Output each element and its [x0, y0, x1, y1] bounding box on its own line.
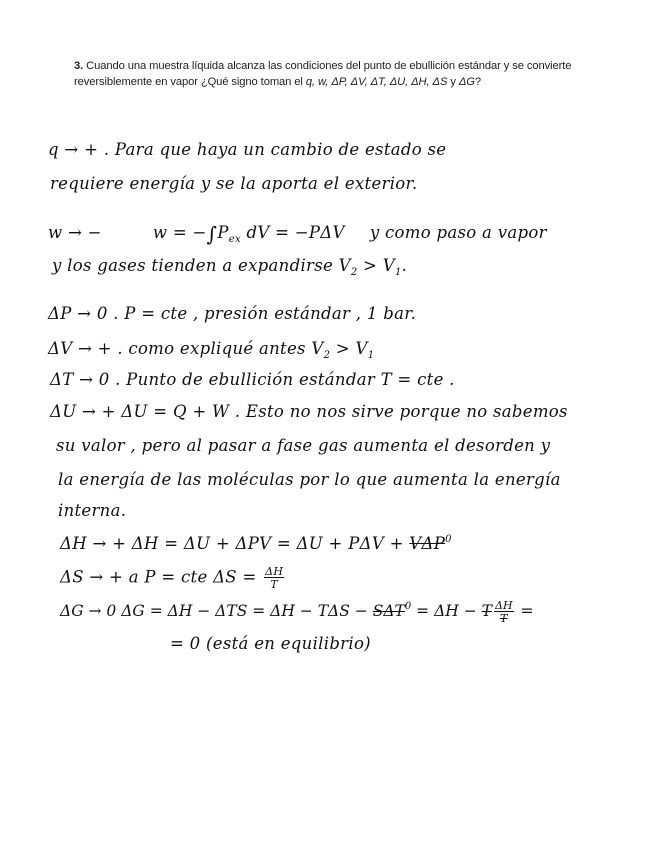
answer-w-sub2: 2: [350, 267, 358, 278]
question-number: 3.: [74, 60, 84, 72]
answer-dU-line-1: ΔU → + ΔU = Q + W . Esto no nos sirve porque no sabemos: [50, 402, 568, 421]
answer-dS-fraction: [264, 566, 284, 590]
answer-dG-text: ΔG → 0 ΔG = ΔH − ΔTS = ΔH − TΔS −: [60, 602, 373, 620]
answer-dG-line-1: [60, 600, 533, 624]
answer-dG-fraction: [494, 600, 514, 624]
answer-dV-gt: > V: [330, 339, 368, 358]
answer-dG-struck: SΔT: [372, 602, 405, 620]
answer-dH-zero: 0: [445, 534, 452, 545]
answer-w-line-1: [48, 222, 547, 246]
answer-dH-struck: VΔP: [409, 534, 446, 553]
answer-dG-rest: = ΔH −: [411, 602, 482, 620]
question-and: y: [447, 76, 459, 88]
answer-dT: ΔT → 0 . Punto de ebullición estándar T = cte .: [50, 370, 455, 389]
answer-dG-den: T: [500, 612, 508, 625]
answer-w-eq-a: w = −: [152, 223, 207, 242]
answer-dS-text: ΔS → + a P = cte ΔS =: [60, 567, 263, 587]
answer-w-sub1: 1: [394, 267, 402, 278]
answer-w-eq-sub: ex: [228, 234, 241, 245]
answer-dV-text: ΔV → + . como expliqué antes V: [48, 339, 324, 358]
question-body: Cuando una muestra líquida alcanza las condiciones del punto de ebullición estándar y se convierte reversiblemente en vapor ¿Qué signo toman el: [74, 60, 572, 88]
question-end: ?: [474, 76, 481, 88]
answer-w-tail: y como paso a vapor: [369, 223, 547, 242]
answer-dG-zero: 0: [404, 601, 412, 612]
answer-w-line-2: [52, 256, 407, 278]
answer-dH-text: ΔH → + ΔH = ΔU + ΔPV = ΔU + PΔV +: [60, 534, 410, 553]
integral-symbol: ∫: [206, 222, 218, 246]
answer-dU-line-3: la energía de las moléculas por lo que aumenta la energía: [58, 470, 561, 489]
answer-w-head: w → −: [48, 223, 102, 242]
answer-w-line2-text: y los gases tienden a expandirse V: [52, 256, 351, 275]
answer-dG-line-2: = 0 (está en equilibrio): [170, 634, 371, 653]
answer-dV-sub2: 2: [323, 350, 331, 361]
answer-dG-num: ΔH: [495, 599, 513, 612]
answer-w-eq-d: dV = −PΔV: [240, 223, 345, 242]
answer-dS-num: ΔH: [265, 565, 284, 578]
question-variables: q, w, ΔP, ΔV, ΔT, ΔU, ΔH, ΔS: [305, 76, 448, 88]
answer-dV-sub1: 1: [367, 350, 375, 361]
answer-q-line-2: requiere energía y se la aporta el exterior.: [50, 174, 418, 193]
answer-dV: [48, 339, 374, 361]
answer-w-gt: > V: [357, 256, 395, 275]
answer-dP: ΔP → 0 . P = cte , presión estándar , 1 bar.: [48, 304, 417, 323]
answer-dG-eq: =: [515, 602, 534, 620]
answer-q-line-1: q → + . Para que haya un cambio de estado se: [48, 140, 447, 159]
answer-w-dot: .: [401, 256, 408, 275]
answer-dU-line-2: su valor , pero al pasar a fase gas aumenta el desorden y: [56, 436, 551, 455]
question-text: [74, 58, 614, 90]
answer-dG-T-struck: T: [481, 602, 492, 620]
answer-dU-line-4: interna.: [58, 501, 127, 520]
answer-w-eq-b: P: [217, 223, 229, 242]
answer-dS-den: T: [270, 578, 279, 591]
answer-dS: [60, 566, 286, 590]
answer-dH: [60, 534, 452, 553]
question-last-variable: ΔG: [458, 76, 475, 88]
